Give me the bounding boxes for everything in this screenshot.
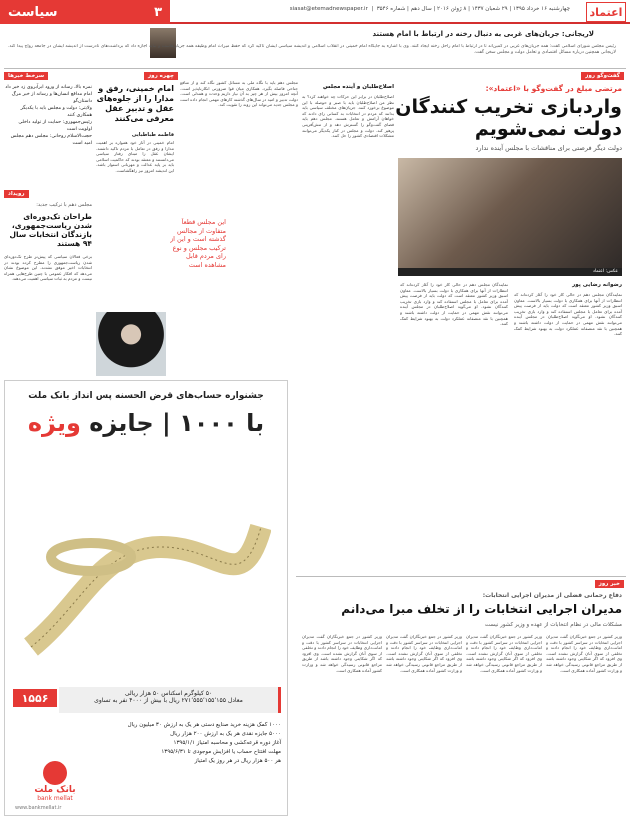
photo-caption: عکس: اعتماد: [398, 268, 622, 276]
main-kicker: گفت‌وگو روز: [581, 72, 624, 80]
brief-news-list: [4, 84, 92, 147]
divider: [4, 68, 626, 69]
issue-meta: چهارشنبه ۱۶ خرداد ۱۳۹۵ | ۲۹ شعبان ۱۴۳۷ | ۸ ژوئن ۲۰۱۶ | سال دهم | شماره ۳۵۴۶ | siasat@etemadnewspaper.ir: [289, 6, 570, 12]
ad-prize-bar: [59, 687, 281, 713]
ad-prize-line-1: ۵۰ کیلوگرم اسکناس ۵۰ هزار ریالی: [124, 690, 213, 697]
ad-item: مهلت افتتاح حساب یا افزایش موجودی تا ۱۳۹۵/۶/۳۱: [161, 749, 281, 755]
side-report-subtitle: مجلس دهم با ترکیب جدید:: [36, 202, 92, 208]
bottom-label: خبر روز: [595, 580, 624, 588]
bank-logo: [15, 761, 95, 805]
section-email[interactable]: siasat@etemadnewspaper.ir: [289, 6, 368, 12]
q-column-title: اصلاح‌طلبان و آینده مجلس: [323, 84, 394, 90]
ad-code: ۱۵۵۶: [13, 689, 57, 707]
issue-date: چهارشنبه ۱۶ خرداد ۱۳۹۵ | ۲۹ شعبان ۱۴۳۷ | ۸ ژوئن ۲۰۱۶ | سال دهم | شماره ۳۵۴۶: [376, 6, 570, 12]
main-subtitle: مرتضی مبلغ در گفت‌وگو با «اعتماد»:: [485, 84, 622, 93]
brief-news-item[interactable]: ولایتی: دولت و مجلس باید با یکدیگر همکاری کنند: [20, 106, 92, 118]
interview-photo: [398, 158, 622, 270]
ad-main-line: [5, 409, 287, 437]
bottom-body-col1: وزیر کشور در جمع خبرنگاران گفت مدیران اجرایی انتخابات در سراسر کشور با دقت و امانت‌داری وظایف خود را انجام دادند و تخلفی از سوی آنان گزارش نشده است. وی افزود که اگر شکایتی وجود داشته باشد از طریق مراجع قانونی رسیدگی خواهد شد و وزارت کشور آماده همکاری است.: [546, 634, 622, 673]
ad-main-highlight: ویژه: [27, 409, 81, 437]
bottom-kicker: دفاع رحمانی فضلی از مدیران اجرایی انتخابات:: [482, 592, 622, 599]
brief-news-item[interactable]: حجت‌الاسلام روحانی: مجلس دهم مجلس امید است: [10, 134, 92, 146]
bottom-body-col2: وزیر کشور در جمع خبرنگاران گفت مدیران اجرایی انتخابات در سراسر کشور با دقت و امانت‌داری وظایف خود را انجام دادند و تخلفی از سوی آنان گزارش نشده است. وی افزود که اگر شکایتی وجود داشته باشد از طریق مراجع قانونی رسیدگی خواهد شد و وزارت کشور آماده همکاری است.: [466, 634, 542, 673]
brief-news-item[interactable]: رئیس‌جمهوری: حمایت از تولید داخلی اولویت است: [18, 120, 92, 132]
lead-title: لاریجانی: جریان‌های غربی به دنبال رخنه در ارتباط با امام هستند: [372, 30, 594, 38]
section-tab: [0, 0, 170, 24]
brief-news-item[interactable]: امام مدافع انسان‌ها و رسانه از خبر مرگ داستان‌گو: [11, 92, 92, 104]
main-dek: دولت دیگر فرصتی برای مناقشات با مجلس آینده ندارد: [475, 144, 622, 152]
ad-top-line: جشنواره حساب‌های قرض الحسنه پس انداز بانک ملت: [28, 391, 264, 401]
bank-mellat-ad[interactable]: [4, 380, 288, 816]
ad-item: هر ۵۰۰ هزار ریال در هر روز یک امتیاز: [194, 758, 281, 764]
section-name: سیاست: [8, 4, 58, 20]
page-header: [0, 0, 630, 24]
bottom-dek: مشکلات مالی در نظام انتخابات از عهده و وزیر کشور نیست: [484, 622, 622, 628]
q-column-body: اصلاح‌طلبان در برابر این حرکات چه خواهند کرد؟ به نظر من اصلاح‌طلبان باید با صبر و حوصله با این موضوع برخورد کنند. جریان‌های مختلف سیاسی باید بدانند که مردم در انتخابات به کسانی رای دادند که خواهان آرامش و تعامل هستند. مجلس دهم باید فضای گفت‌وگو را گسترش دهد و از تنش‌آفرینی پرهیز کند. دولت و مجلس در کنار یکدیگر می‌توانند مشکلات اقتصادی کشور را حل کنند.: [302, 94, 394, 139]
byline: رضوانه رضایی پور: [572, 282, 622, 288]
main-body-col1: نمایندگان مجلس دهم در حالی کار خود را آغاز کرده‌اند که انتظارات از آنها برای همکاری با دولت بسیار بالاست. معاون اسبق وزیر کشور معتقد است که دولت باید از فرصت پیش آمده برای تعامل با مجلس استفاده کند و وارد بازی تخریب کنندگان نشود. او می‌گوید اصلاح‌طلبان در مجلس آینده می‌توانند نقش مهمی در حمایت از دولت داشته باشند و همچنین با نقد منصفانه عملکرد دولت به بهبود شرایط کمک کنند.: [514, 292, 622, 337]
divider: [296, 576, 626, 577]
bank-name-en: bank mellat: [37, 795, 73, 802]
newspaper-logo: اعتماد: [586, 2, 626, 22]
opinion-body: امام خمینی در آثار خود همواره بر اهمیت مدارا و رفق در تعامل با مردم تاکید داشتند. ایشان عقل را مبنای رفتار سیاسی می‌دانستند و معتقد بودند که حاکمیت اسلامی باید بر پایه عدالت و مهربانی استوار باشد. این اندیشه امروز نیز راهگشاست.: [96, 140, 174, 173]
main-headline-2: دولت نمی‌شویم: [474, 118, 622, 140]
bank-website[interactable]: www.bankmellat.ir: [15, 805, 62, 811]
lead-text: رئیس مجلس شورای اسلامی گفت: همه جریان‌های غربی در کمین‌اند تا در ارتباط با امام راحل رخنه ایجاد کنند. وی با اشاره به جایگاه امام خمینی در انقلاب اسلامی و اندیشه سیاسی ایشان تاکید کرد که حفظ میراث امام وظیفه همه جریان‌هاست و نباید اجازه داد که برداشت‌های نادرست از اندیشه ایشان در جامعه رواج پیدا کند. لاریجانی همچنین درباره مسائل اقتصادی و تعامل دولت و مجلس سخن گفت.: [8, 44, 616, 55]
author-photo: [96, 312, 166, 376]
opinion-label: چهره روز: [144, 72, 178, 80]
pull-quote: این مجلس قطعاً متفاوت از مجالس گذشته است و این از ترکیب مجلس و نوع رای مردم قابل مشاهده است: [170, 218, 226, 269]
ad-item: ۱۰۰۰ کمک هزینه خرید صنایع دستی هر یک به ارزش ۳۰ میلیون ریال: [127, 722, 281, 728]
bottom-body-col3: وزیر کشور در جمع خبرنگاران گفت مدیران اجرایی انتخابات در سراسر کشور با دقت و امانت‌داری وظایف خود را انجام دادند و تخلفی از سوی آنان گزارش نشده است. وی افزود که اگر شکایتی وجود داشته باشد از طریق مراجع قانونی رسیدگی خواهد شد و وزارت کشور آماده همکاری است.: [386, 634, 462, 673]
main-body-col2: نمایندگان مجلس دهم در حالی کار خود را آغاز کرده‌اند که انتظارات از آنها برای همکاری با دولت بسیار بالاست. معاون اسبق وزیر کشور معتقد است که دولت باید از فرصت پیش آمده برای تعامل با مجلس استفاده کند و وارد بازی تخریب کنندگان نشود. او می‌گوید اصلاح‌طلبان در مجلس آینده می‌توانند نقش مهمی در حمایت از دولت داشته باشند و همچنین با نقد منصفانه عملکرد دولت به بهبود شرایط کمک کنند.: [400, 282, 508, 327]
bank-name: بانک ملت: [34, 785, 76, 795]
side-report-body: برخی فعالان سیاسی که پیش‌تر طرح تک‌دوره‌ای شدن ریاست‌جمهوری را مطرح کرده بودند در انتخابات اخیر موفق نشدند. این موضوع نشان می‌دهد که افکار عمومی با چنین طرح‌هایی همراه نیست و مردم به ثبات سیاسی اهمیت می‌دهند.: [4, 254, 92, 282]
side-report-headline: طراحان تک‌دوره‌ای شدن ریاست‌جمهوری، بازندگان انتخابات سال ۹۴ هستند: [9, 212, 92, 248]
bottom-body-col4: وزیر کشور در جمع خبرنگاران گفت مدیران اجرایی انتخابات در سراسر کشور با دقت و امانت‌داری وظایف خود را انجام دادند و تخلفی از سوی آنان گزارش نشده است. وی افزود که اگر شکایتی وجود داشته باشد از طریق مراجع قانونی رسیدگی خواهد شد و وزارت کشور آماده همکاری است.: [302, 634, 382, 673]
ad-info: [5, 681, 289, 815]
side-report-label: رویداد: [4, 190, 29, 198]
brief-news-label: سرخط خبرها: [4, 72, 48, 80]
bank-emblem-icon: [43, 761, 67, 785]
tape-measure-illustration: [21, 487, 271, 667]
bottom-headline: مدیران اجرایی انتخابات را از تخلف مبرا می‌دانم: [341, 602, 622, 616]
middle-column-body: مجلس دهم باید با نگاه ملی به مسائل کشور نگاه کند و از منافع جناحی فاصله بگیرد. همکاری میان قوا ضرورتی انکارناپذیر است. آنچه امروز بیش از هر چیز به آن نیاز داریم وحدت و همدلی است. دولت تدبیر و امید در سال‌های گذشته کارهای مهمی انجام داده است و مجلس جدید می‌تواند این روند را تقویت کند.: [180, 80, 298, 108]
ad-prize-line-2: معادل ۲۷۱٬۵۵۵٬۱۵۵٬۱۵۵ ریال با بیش از ۴۰۰۰ نفر به تساوی: [94, 697, 243, 704]
ad-item: آغاز دوره قرعه‌کشی و محاسبه امتیاز ۱۳۹۵/۱/۱: [173, 740, 281, 746]
brief-news-item[interactable]: نمره بالا، رسانه از ورود ابرآبروی زد خبر داد: [5, 85, 92, 90]
ad-main-prefix: با ۱۰۰۰ | جایزه: [89, 409, 265, 437]
opinion-headline: امام خمینی، رفق و مدارا را از جلوه‌های عقل و تدبیر عقل معرفی می‌کنند: [96, 84, 174, 123]
main-headline-1: واردبازی تخریب کنندگان: [395, 96, 622, 118]
page-number: ۳: [154, 4, 162, 20]
ad-items: [81, 721, 281, 766]
opinion-author: فاطمه طباطبایی: [131, 132, 174, 138]
ad-item: ۵۰۰۰ جایزه نقدی هر یک به ارزش ۲۰۰ هزار ریال: [170, 731, 281, 737]
